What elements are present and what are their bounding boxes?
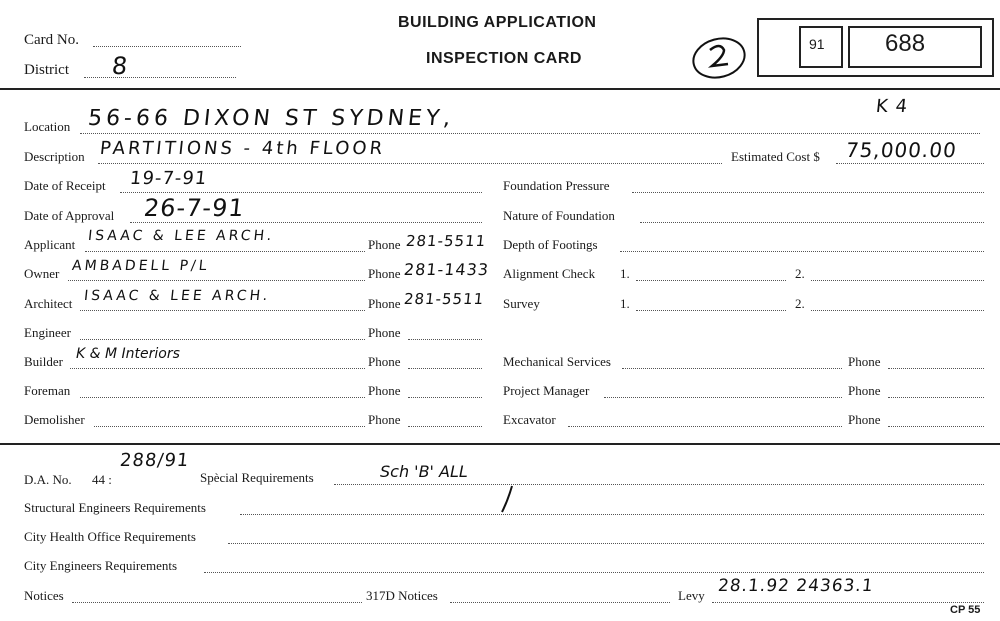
architect-label: Architect [24,296,73,311]
notices-label: Notices [24,588,64,603]
date-receipt-value: 19-7-91 [128,168,209,189]
notices-317d-label: 317D Notices [366,588,438,603]
demolisher-phone-label: Phone [368,412,401,427]
alignment-line2 [811,280,984,281]
owner-label: Owner [24,266,60,281]
excavator-phone-label: Phone [848,412,881,427]
levy-line [712,602,984,603]
demolisher-label: Demolisher [24,412,85,427]
estimated-cost-value: 75,000.00 [844,138,959,162]
builder-phone-line [408,368,482,369]
circle-stamp-icon [690,36,748,80]
owner-value: AMBADELL P/L [71,258,211,274]
title-line1: BUILDING APPLICATION [398,14,597,31]
applicant-phone-value: 281-5511 [405,232,488,250]
architect-phone-label: Phone [368,296,401,311]
district-label: District [24,62,69,78]
survey-line1 [636,310,786,311]
form-code: CP 55 [950,604,981,616]
project-manager-label: Project Manager [503,383,590,398]
mechanical-line [622,368,842,369]
pen-stroke-icon [498,484,518,514]
date-approval-line [130,222,482,223]
applicant-line [85,251,365,252]
nature-foundation-line [640,222,984,223]
alignment-num1: 1. [620,266,630,281]
depth-footings-label: Depth of Footings [503,237,598,252]
foreman-phone-label: Phone [368,383,401,398]
survey-line2 [811,310,984,311]
alignment-num2: 2. [795,266,805,281]
estimated-cost-line [836,163,984,164]
health-label: City Health Office Requirements [24,529,196,544]
levy-value: 28.1.92 24363.1 [716,576,875,596]
foundation-pressure-line [632,192,984,193]
district-line [84,77,236,78]
foreman-label: Foreman [24,383,71,398]
location-line [80,133,980,134]
excavator-label: Excavator [503,412,556,427]
foreman-line [80,397,365,398]
special-requirements-line [334,484,984,485]
handwritten-stroke [498,484,518,514]
notices-line [72,602,362,603]
applicant-label: Applicant [24,237,76,252]
circled-mark [690,36,748,80]
description-label: Description [24,149,85,164]
levy-label: Levy [678,588,705,603]
engineer-phone-line [408,339,482,340]
alignment-check-label: Alignment Check [503,266,596,281]
da-prefix: 44 : [92,472,112,487]
project-manager-phone-line [888,397,984,398]
da-label: D.A. No. [24,472,72,487]
alignment-line1 [636,280,786,281]
middle-divider [0,443,1000,445]
district-value: 8 [110,52,130,80]
da-value: 288/91 [118,450,191,471]
box-large-value: 688 [885,30,926,57]
owner-phone-label: Phone [368,266,401,281]
survey-num2: 2. [795,296,805,311]
date-approval-value: 26-7-91 [142,194,247,222]
demolisher-line [94,426,365,427]
survey-label: Survey [503,296,540,311]
foundation-pressure-label: Foundation Pressure [503,178,610,193]
location-note: K 4 [874,96,910,117]
architect-phone-value: 281-5511 [403,290,486,308]
city-engineers-line [204,572,984,573]
builder-phone-label: Phone [368,354,401,369]
location-value: 56-66 DIXON ST SYDNEY, [86,106,456,131]
estimated-cost-label: Estimated Cost $ [731,149,820,164]
engineer-line [80,339,365,340]
location-label: Location [24,119,71,134]
builder-label: Builder [24,354,63,369]
owner-line [68,280,365,281]
title-line2: INSPECTION CARD [426,50,582,67]
project-manager-line [604,397,842,398]
architect-value: ISAAC & LEE ARCH. [83,288,272,304]
engineer-phone-label: Phone [368,325,401,340]
excavator-line [568,426,842,427]
owner-phone-value: 281-1433 [403,260,491,279]
card-no-label: Card No. [24,32,79,48]
excavator-phone-line [888,426,984,427]
description-line [98,163,722,164]
description-value: PARTITIONS - 4th FLOOR [98,138,387,159]
depth-footings-line [620,251,984,252]
structural-line [240,514,984,515]
special-requirements-label: Spècial Requirements [200,470,314,485]
date-approval-label: Date of Approval [24,208,115,223]
health-line [228,543,984,544]
demolisher-phone-line [408,426,482,427]
foreman-phone-line [408,397,482,398]
structural-label: Structural Engineers Requirements [24,500,206,515]
engineer-label: Engineer [24,325,71,340]
architect-line [80,310,365,311]
builder-line [70,368,365,369]
mechanical-phone-line [888,368,984,369]
box-small-value: 91 [809,36,825,52]
notices-317d-line [450,602,670,603]
special-requirements-value: Sch 'B' ALL [380,462,468,481]
card-no-line [93,46,241,47]
date-receipt-label: Date of Receipt [24,178,106,193]
applicant-phone-label: Phone [368,237,401,252]
applicant-value: ISAAC & LEE ARCH. [87,228,276,244]
survey-num1: 1. [620,296,630,311]
date-receipt-line [120,192,482,193]
nature-foundation-label: Nature of Foundation [503,208,615,223]
city-engineers-label: City Engineers Requirements [24,558,178,573]
header-divider [0,88,1000,90]
mechanical-phone-label: Phone [848,354,881,369]
builder-value: K & M Interiors [76,346,180,362]
project-manager-phone-label: Phone [848,383,881,398]
mechanical-label: Mechanical Services [503,354,611,369]
